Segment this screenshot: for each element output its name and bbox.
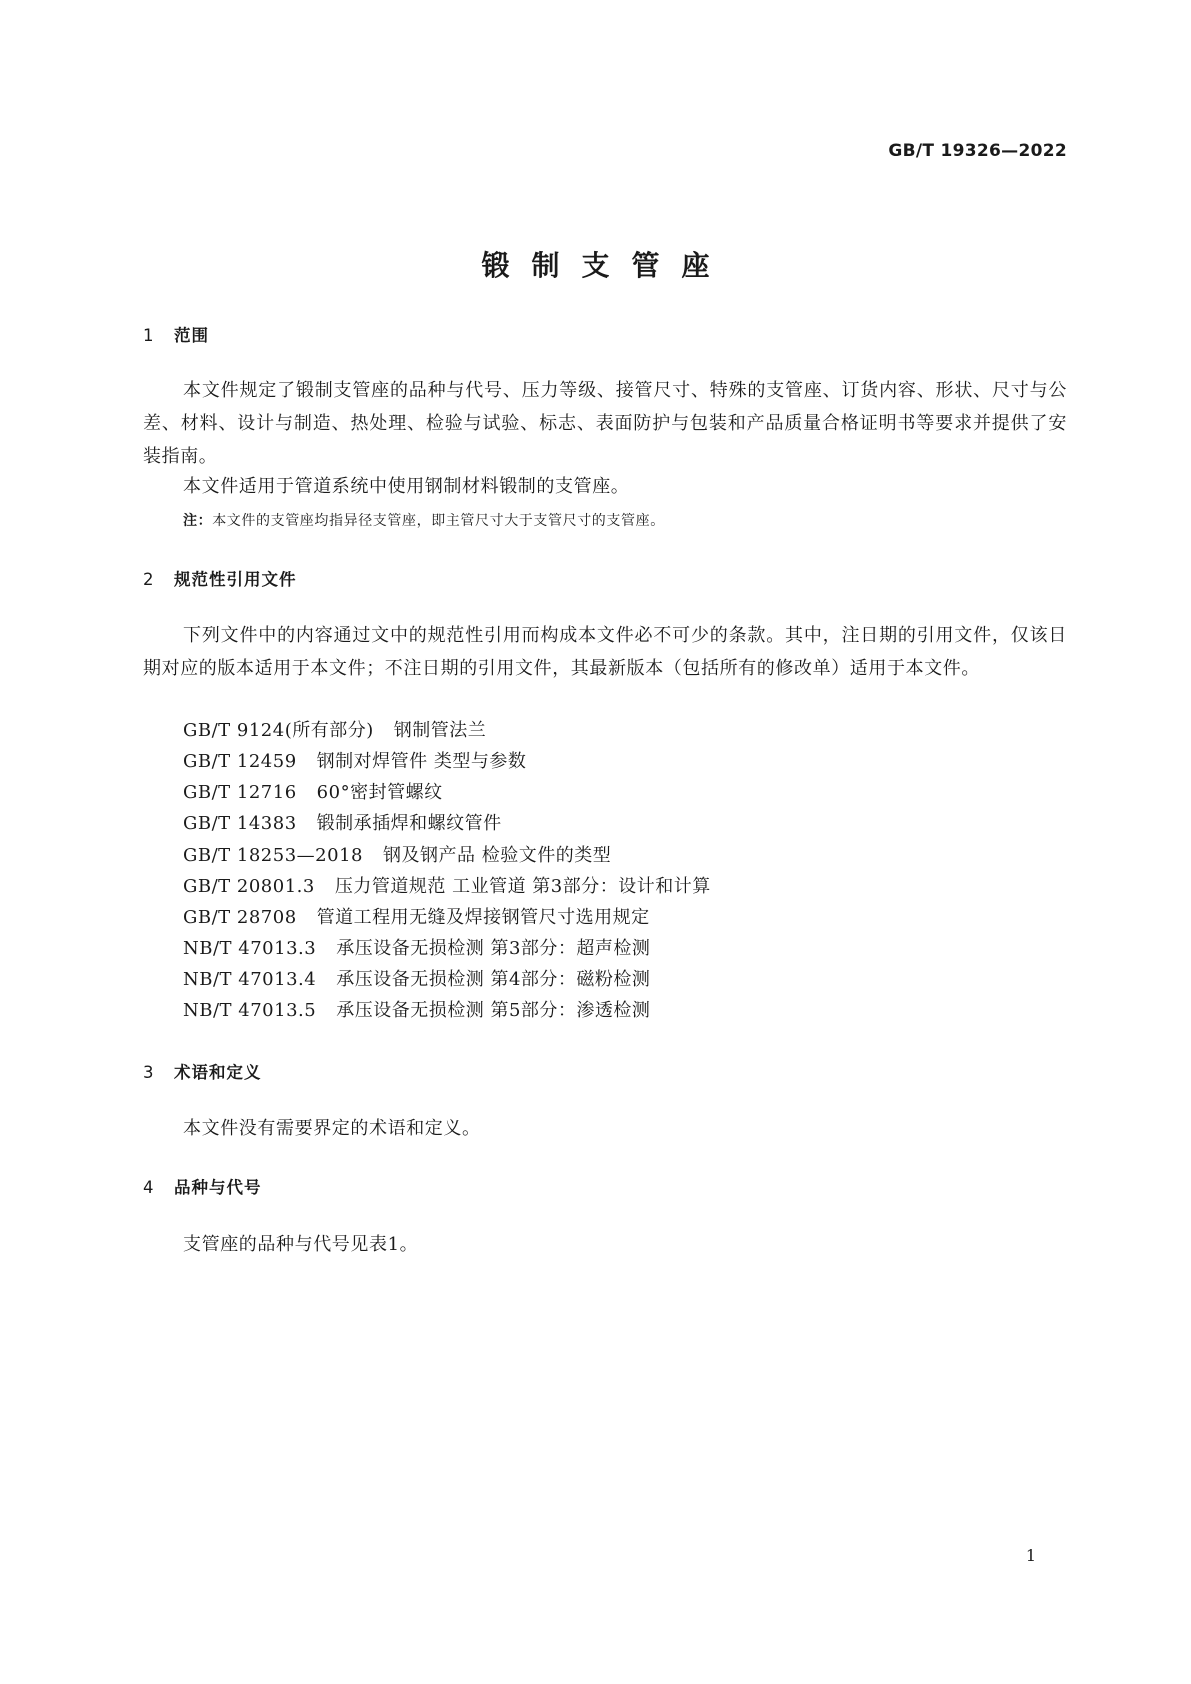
reference-title: 钢制对焊管件 类型与参数	[316, 751, 527, 772]
section-number: 2	[143, 570, 155, 589]
section-title: 范围	[174, 326, 209, 345]
section-number: 4	[143, 1178, 155, 1197]
reference-item	[183, 747, 526, 773]
scope-note	[183, 510, 665, 530]
section-heading-scope	[143, 322, 209, 346]
reference-title: 承压设备无损检测 第5部分：渗透检测	[336, 1000, 651, 1021]
reference-code: NB/T 47013.4	[183, 969, 317, 990]
reference-code: GB/T 9124(所有部分)	[183, 720, 374, 741]
note-label: 注：	[183, 513, 213, 529]
reference-item	[183, 716, 486, 742]
reference-title: 承压设备无损检测 第4部分：磁粉检测	[336, 969, 651, 990]
reference-code: GB/T 14383	[183, 813, 297, 834]
section-heading-terms	[143, 1059, 262, 1083]
standard-number: GB/T 19326—2022	[888, 141, 1067, 161]
section-number: 3	[143, 1063, 155, 1082]
reference-code: GB/T 12716	[183, 782, 297, 803]
scope-paragraph: 本文件规定了锻制支管座的品种与代号、压力等级、接管尺寸、特殊的支管座、订货内容、形状、尺寸与公差、材料、设计与制造、热处理、检验与试验、标志、表面防护与包装和产品质量合格证明书等要求并提供了安装指南。	[143, 380, 1067, 467]
reference-code: GB/T 18253—2018	[183, 845, 363, 866]
reference-title: 锻制承插焊和螺纹管件	[316, 813, 502, 834]
references-intro-paragraph: 下列文件中的内容通过文中的规范性引用而构成本文件必不可少的条款。其中，注日期的引用文件，仅该日期对应的版本适用于本文件；不注日期的引用文件，其最新版本（包括所有的修改单）适用于本文件。	[143, 625, 1067, 679]
page-number: 1	[1025, 1546, 1036, 1565]
reference-item	[183, 934, 650, 960]
document-title: 锻制支管座	[481, 249, 732, 282]
scope-applicability-paragraph: 本文件适用于管道系统中使用钢制材料锻制的支管座。	[183, 476, 630, 497]
reference-title: 钢及钢产品 检验文件的类型	[382, 845, 612, 866]
types-codes-paragraph: 支管座的品种与代号见表1。	[183, 1234, 419, 1255]
terms-paragraph: 本文件没有需要界定的术语和定义。	[183, 1118, 481, 1139]
section-number: 1	[143, 326, 155, 345]
reference-code: NB/T 47013.5	[183, 1000, 317, 1021]
reference-item	[183, 841, 611, 867]
reference-title: 钢制管法兰	[393, 720, 487, 741]
section-title: 品种与代号	[174, 1178, 262, 1197]
reference-item	[183, 903, 650, 929]
section-heading-types-codes	[143, 1174, 262, 1198]
section-title: 术语和定义	[174, 1063, 262, 1082]
reference-title: 管道工程用无缝及焊接钢管尺寸选用规定	[316, 907, 650, 928]
reference-title: 60°密封管螺纹	[316, 782, 443, 803]
reference-code: GB/T 28708	[183, 907, 297, 928]
reference-code: NB/T 47013.3	[183, 938, 317, 959]
section-title: 规范性引用文件	[174, 570, 297, 589]
reference-item	[183, 809, 502, 835]
reference-item	[183, 778, 443, 804]
reference-item	[183, 965, 650, 991]
reference-item	[183, 996, 650, 1022]
reference-title: 压力管道规范 工业管道 第3部分：设计和计算	[334, 876, 711, 897]
reference-item	[183, 872, 711, 898]
reference-code: GB/T 20801.3	[183, 876, 315, 897]
reference-code: GB/T 12459	[183, 751, 297, 772]
reference-title: 承压设备无损检测 第3部分：超声检测	[336, 938, 651, 959]
note-text: 本文件的支管座均指异径支管座，即主管尺寸大于支管尺寸的支管座。	[212, 513, 665, 529]
section-heading-normative-references	[143, 566, 297, 590]
